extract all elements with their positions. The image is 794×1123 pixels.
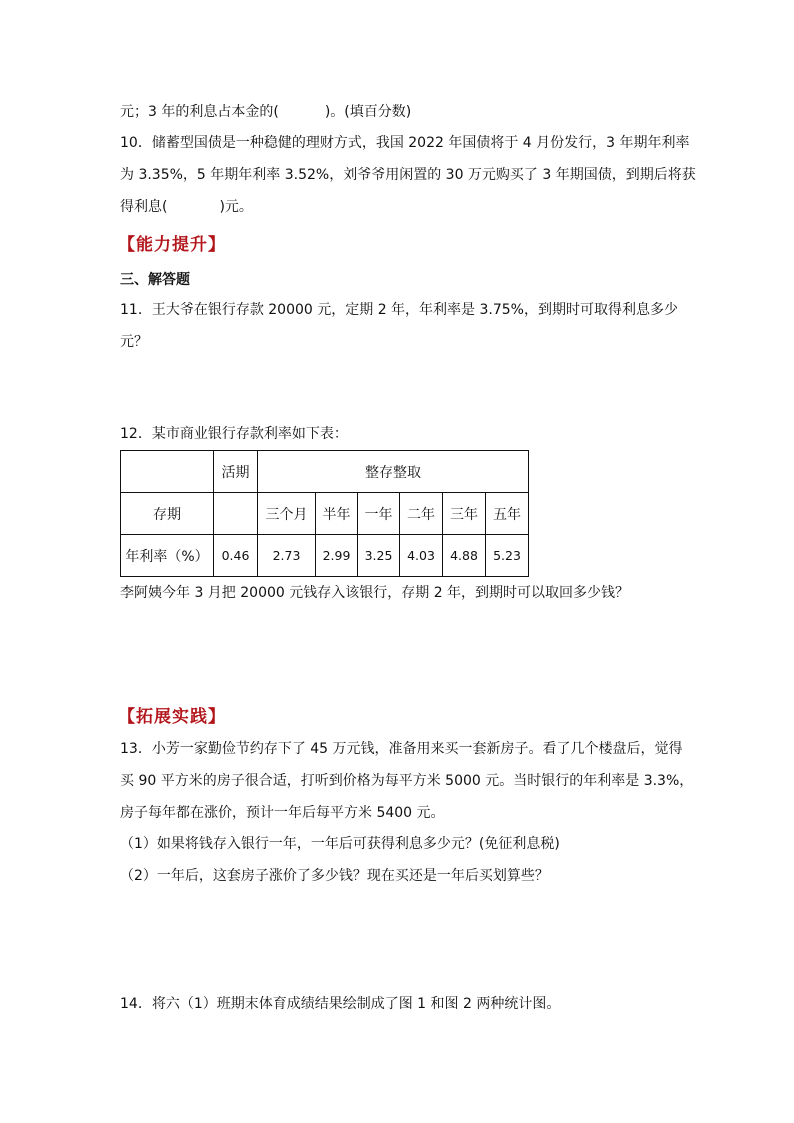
table-cell-empty: [121, 451, 214, 493]
q12-question: 李阿姨今年 3 月把 20000 元钱存入该银行，存期 2 年，到期时可以取回多少钱？: [120, 585, 630, 601]
q13-line-1: 13．小芳一家勤俭节约存下了 45 万元钱，准备用来买一套新房子。看了几个楼盘后，觉得: [120, 741, 683, 757]
table-cell-huoqi-header: 活期: [214, 451, 258, 493]
table-cell-term: 二年: [400, 493, 443, 535]
table-cell-rate: 2.99: [316, 535, 358, 577]
table-cell-rate: 2.73: [258, 535, 316, 577]
heading-ability: 【能力提升】: [118, 235, 226, 255]
table-row: [121, 451, 529, 493]
q14-line-1: 14．将六（1）班期末体育成绩结果绘制成了图 1 和图 2 两种统计图。: [120, 996, 561, 1012]
q10-text-a: 得利息(: [120, 199, 168, 215]
q9-tail-line: [120, 102, 411, 122]
table-cell-term: 半年: [316, 493, 358, 535]
q12-intro: 12．某市商业银行存款利率如下表：: [120, 426, 348, 442]
q13-line-2: 买 90 平方米的房子很合适，打听到价格为每平方米 5000 元。当时银行的年利率是 3.3%，: [120, 773, 694, 789]
table-cell-huoqi-rate: 0.46: [214, 535, 258, 577]
table-cell-term: 一年: [358, 493, 400, 535]
section-title: 三、解答题: [120, 272, 190, 288]
q10-text-b: )元。: [219, 199, 253, 215]
table-cell-rate: 4.88: [443, 535, 486, 577]
table-cell-term-label: 存期: [121, 493, 214, 535]
table-cell-rate: 4.03: [400, 535, 443, 577]
q9-tail-text-a: 元；3 年的利息占本金的(: [120, 104, 279, 120]
q9-tail-text-b: )。(填百分数): [324, 104, 412, 120]
table-cell-term: 五年: [486, 493, 529, 535]
q11-line-1: 11．王大爷在银行存款 20000 元，定期 2 年，年利率是 3.75%，到期时可取得利息多少: [120, 302, 678, 318]
table-cell-empty: [214, 493, 258, 535]
q10-line-2: 为 3.35%，5 年期年利率 3.52%，刘爷爷用闲置的 30 万元购买了 3 年期国债，到期后将获: [120, 167, 696, 183]
heading-extension: 【拓展实践】: [118, 707, 226, 727]
q13-line-3: 房子每年都在涨价，预计一年后每平方米 5400 元。: [120, 805, 445, 821]
q11-line-2: 元？: [120, 334, 148, 350]
table-row: [121, 535, 529, 577]
table-row: [121, 493, 529, 535]
table-cell-term: 三年: [443, 493, 486, 535]
q13-sub-1: （1）如果将钱存入银行一年，一年后可获得利息多少元？(免征利息税): [120, 836, 560, 852]
interest-rate-table: [120, 450, 529, 577]
table-cell-rate: 5.23: [486, 535, 529, 577]
q10-line-1: 10．储蓄型国债是一种稳健的理财方式，我国 2022 年国债将于 4 月份发行，3 年期年利率: [120, 135, 690, 151]
table-cell-term: 三个月: [258, 493, 316, 535]
table-cell-rate: 3.25: [358, 535, 400, 577]
table-cell-zhengcun-header: 整存整取: [258, 451, 529, 493]
table-cell-rate-label: 年利率（%）: [121, 535, 214, 577]
q10-line-3: [120, 197, 253, 217]
q13-sub-2: （2）一年后，这套房子涨价了多少钱？现在买还是一年后买划算些？: [120, 868, 549, 884]
